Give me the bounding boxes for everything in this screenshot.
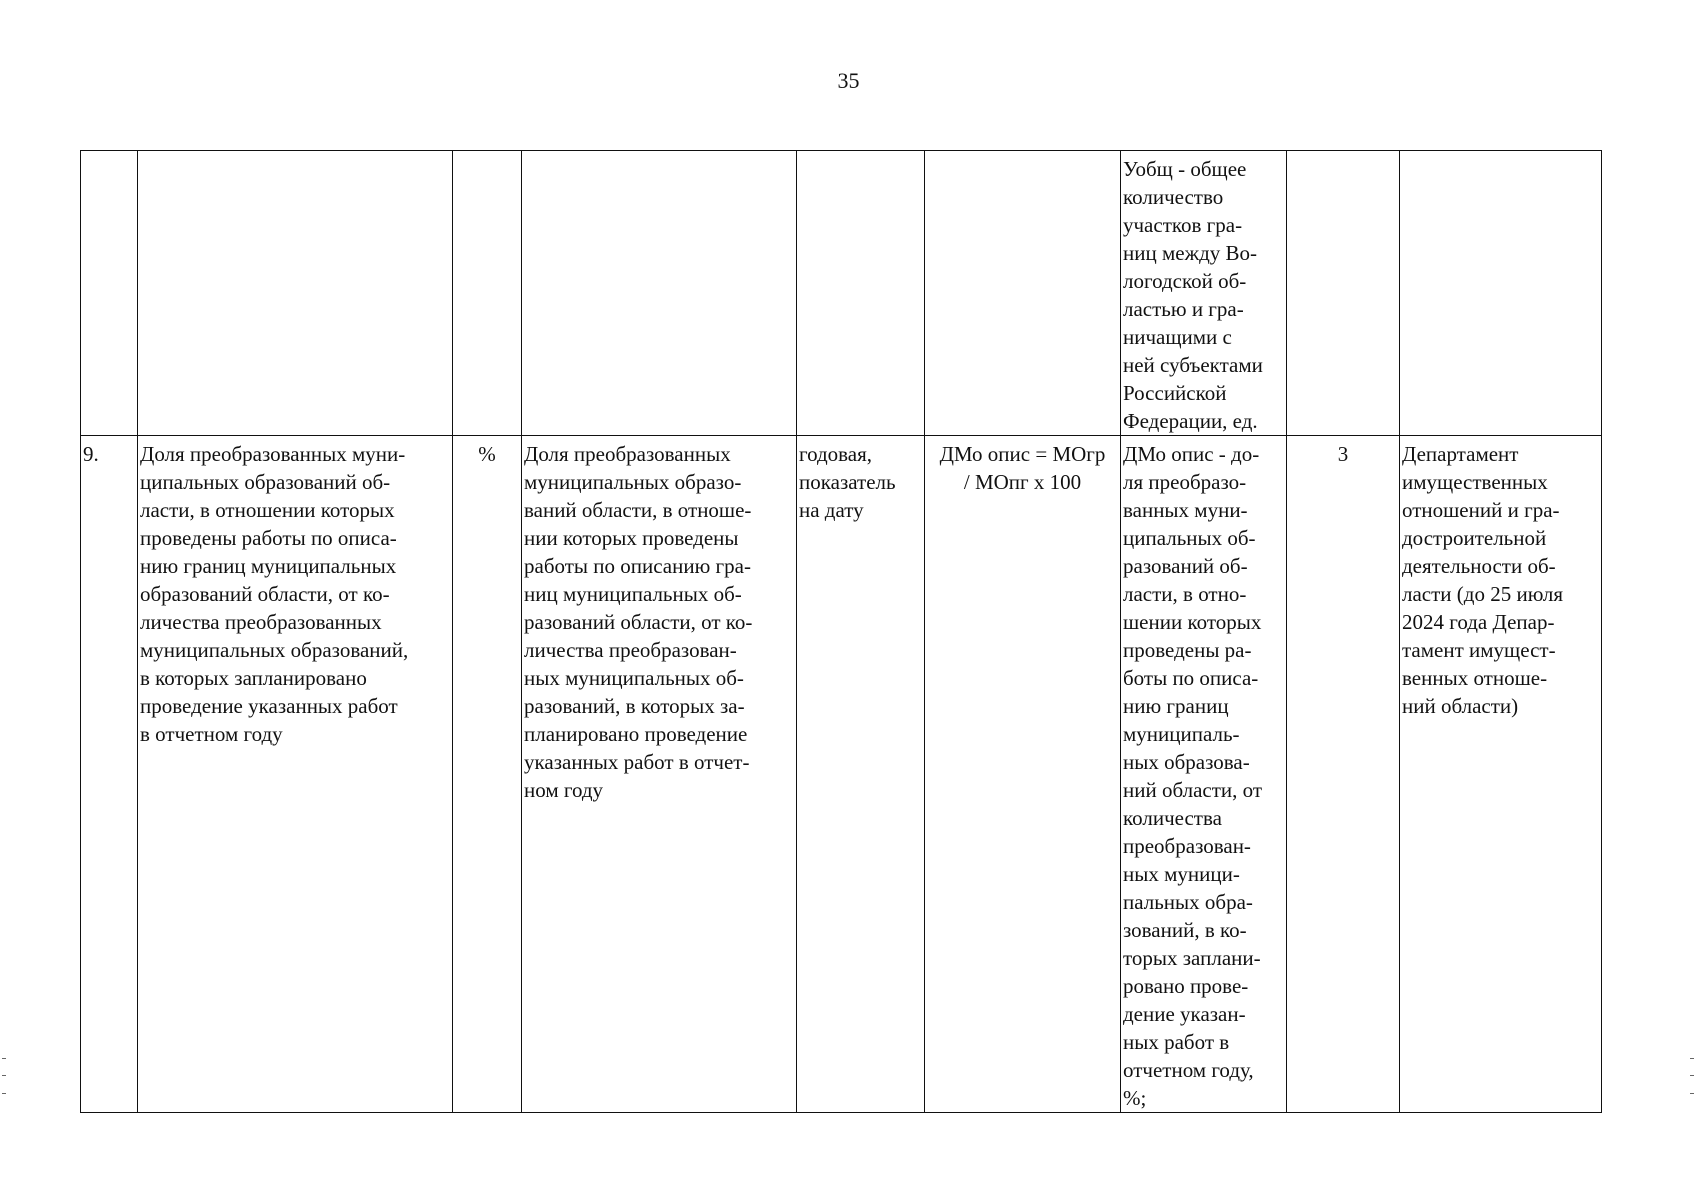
cell-definition: Доля преобразованных муниципальных образо- ваний области, в отноше- нии которых проведены работы по описанию гра- ниц муниципальных об- разований области, от ко- личества преобразован- ных муниципальных об- разований, в которых за- планировано проведение указанных работ в отчет- ном году: [522, 436, 797, 1113]
cell-periodicity: [797, 151, 925, 436]
indicator-table: [80, 150, 1602, 1113]
cell-formula: ДМо опис = МОгр / МОпг х 100: [925, 436, 1121, 1113]
cell-variables: Уобщ - общее количество участков гра- ниц между Во- логодской об- ластью и гра- ничащими с ней субъектами Российской Федерации, ед.: [1121, 151, 1287, 436]
cell-responsible: Департамент имущественных отношений и гра- достроительной деятельности об- ласти (до 25 июля 2024 года Депар- тамент имущест- венных отноше- ний области): [1400, 436, 1602, 1113]
cell-unit: %: [453, 436, 522, 1113]
cell-formula: [925, 151, 1121, 436]
right-margin-mark: [1690, 1058, 1694, 1094]
cell-variables: ДМо опис - до- ля преобразо- ванных муни- ципальных об- разований об- ласти, в отно- шении которых проведены ра- боты по описа- нию границ муниципаль- ных образова- ний области, от количества преобразован- ных муници- пальных обра- зований, в ко- торых заплани- ровано прове- дение указан- ных работ в отчетном году, %;: [1121, 436, 1287, 1113]
cell-source: [1287, 151, 1400, 436]
cell-number: 9.: [81, 436, 138, 1113]
cell-number: [81, 151, 138, 436]
cell-definition: [522, 151, 797, 436]
cell-source: 3: [1287, 436, 1400, 1113]
cell-indicator-name: [138, 151, 453, 436]
cell-periodicity: годовая, показатель на дату: [797, 436, 925, 1113]
cell-unit: [453, 151, 522, 436]
left-margin-mark: [2, 1058, 6, 1094]
cell-responsible: [1400, 151, 1602, 436]
table-row: [81, 151, 1602, 436]
page-number: 35: [837, 68, 860, 93]
table-row: [81, 436, 1602, 1113]
cell-indicator-name: Доля преобразованных муни- ципальных образований об- ласти, в отношении которых проведены работы по описа- нию границ муниципальных образований области, от ко- личества преобразованных муниципальных образований, в которых запланировано проведение указанных работ в отчетном году: [138, 436, 453, 1113]
